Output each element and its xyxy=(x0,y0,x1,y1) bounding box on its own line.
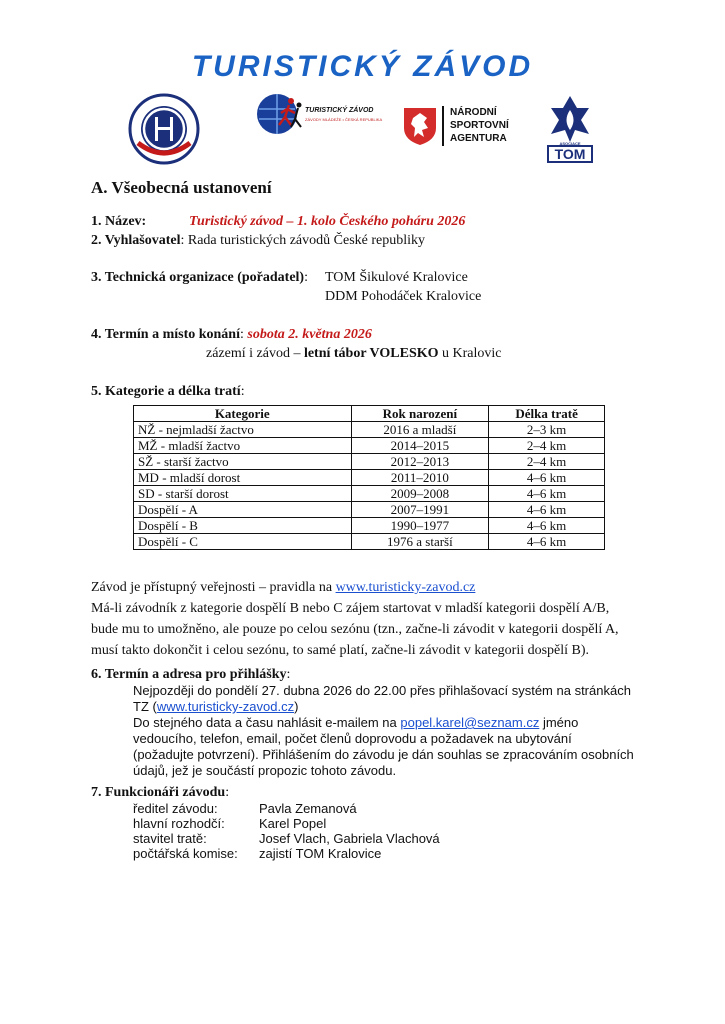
table-row xyxy=(134,454,605,470)
public-line-2: Má-li závodník z kategorie dospělí B nebo C zájem startovat v mladší kategorii dospělí A/B, xyxy=(91,601,610,616)
rules-link[interactable]: www.turisticky-zavod.cz xyxy=(335,580,476,595)
table-cell: SD - starší dorost xyxy=(134,486,352,502)
item-6-line-2-pre: TZ ( xyxy=(133,699,157,714)
item-2 xyxy=(91,233,425,249)
tz-logo xyxy=(255,91,383,137)
item-6-line-3-post: jméno xyxy=(539,715,579,730)
nsa-text xyxy=(450,106,509,145)
item-3-value-2: DDM Pohodáček Kralovice xyxy=(325,289,482,304)
item-3-value-1: TOM Šikulové Kralovice xyxy=(325,270,468,285)
table-cell: 2014–2015 xyxy=(351,438,489,454)
item-6-body xyxy=(133,683,693,779)
table-cell: 4–6 km xyxy=(489,534,605,550)
tom-small-text: ASOCIACE xyxy=(559,141,581,146)
table-cell: 2–3 km xyxy=(489,422,605,438)
nsa-line-1: NÁRODNÍ xyxy=(450,107,497,118)
official-name: Karel Popel xyxy=(259,816,327,831)
item-5 xyxy=(91,384,245,400)
item-6-label: 6. Termín a adresa pro přihlášky xyxy=(91,667,287,682)
item-1-value-text: Turistický závod – 1. kolo Českého poháru 2026 xyxy=(189,214,466,229)
table-row xyxy=(134,502,605,518)
registration-link[interactable]: www.turisticky-zavod.cz xyxy=(156,699,295,714)
category-table xyxy=(133,405,605,550)
table-row xyxy=(134,486,605,502)
item-6-line-2-post: ) xyxy=(294,699,299,714)
table-cell: NŽ - nejmladší žactvo xyxy=(134,422,352,438)
tom-logo xyxy=(545,94,595,164)
nsa-line-2: SPORTOVNÍ xyxy=(450,120,509,131)
item-5-label: 5. Kategorie a délka tratí xyxy=(91,384,241,399)
item-6 xyxy=(91,667,290,683)
tz-logo-subtext: ZÁVODY MLÁDEŽE • ČESKÁ REPUBLIKA xyxy=(305,117,383,122)
item-2-value: : Rada turistických závodů České republiky xyxy=(180,233,426,248)
item-2-label: 2. Vyhlašovatel xyxy=(91,233,181,248)
item-5-colon: : xyxy=(240,384,245,399)
public-line-3: bude mu to umožněno, ale pouze po celou sezónu (tzn., začne-li závodit v kategorii dospělí A, xyxy=(91,622,619,637)
official-role: stavitel tratě: xyxy=(133,831,207,846)
table-row xyxy=(134,470,605,486)
email-link[interactable]: popel.karel@seznam.cz xyxy=(400,715,540,730)
item-6-line-3 xyxy=(133,715,693,731)
item-6-line-6: údajů, jež je součástí propozic tohoto závodu. xyxy=(133,763,397,778)
table-cell: SŽ - starší žactvo xyxy=(134,454,352,470)
table-cell: 4–6 km xyxy=(489,486,605,502)
item-4-place xyxy=(206,346,502,362)
table-cell: 2009–2008 xyxy=(351,486,489,502)
item-7 xyxy=(91,785,229,801)
item-1-value xyxy=(189,214,465,230)
item-3 xyxy=(91,270,308,286)
table-cell: 2012–2013 xyxy=(351,454,489,470)
table-row xyxy=(134,438,605,454)
table-cell: 1976 a starší xyxy=(351,534,489,550)
table-cell: Dospělí - B xyxy=(134,518,352,534)
item-6-line-5: (požadujte potvrzení). Přihlášením do závodu je dán souhlas se zpracováním osobních xyxy=(133,747,634,762)
item-7-label: 7. Funkcionáři závodu xyxy=(91,785,226,800)
official-name: zajistí TOM Kralovice xyxy=(259,846,382,861)
official-role: hlavní rozhodčí: xyxy=(133,816,225,831)
table-cell: 2007–1991 xyxy=(351,502,489,518)
table-cell: 1990–1977 xyxy=(351,518,489,534)
item-1 xyxy=(91,214,146,230)
item-6-line-2 xyxy=(133,699,693,715)
item-4-label: 4. Termín a místo konání xyxy=(91,327,240,342)
table-header: Rok narození xyxy=(351,406,489,422)
item-3-label: 3. Technická organizace (pořadatel) xyxy=(91,270,305,285)
item-4 xyxy=(91,327,372,343)
public-line-4: musí takto dokončit i celou sezónu, to samé platí, začne-li závodit v kategorii dospělí B). xyxy=(91,643,590,658)
public-paragraph xyxy=(91,577,691,661)
table-row xyxy=(134,422,605,438)
item-4-place-bold: letní tábor VOLESKO xyxy=(303,346,439,361)
page-title: TURISTICKÝ ZÁVOD xyxy=(191,50,534,83)
table-cell: 2016 a mladší xyxy=(351,422,489,438)
item-7-colon: : xyxy=(225,785,230,800)
table-cell: MD - mladší dorost xyxy=(134,470,352,486)
item-4-place-post: u Kralovic xyxy=(438,346,502,361)
table-cell: Dospělí - A xyxy=(134,502,352,518)
nsa-divider xyxy=(442,106,444,146)
official-role: ředitel závodu: xyxy=(133,801,218,816)
table-cell: 4–6 km xyxy=(489,470,605,486)
table-cell: 4–6 km xyxy=(489,518,605,534)
official-name: Pavla Zemanová xyxy=(259,801,357,816)
item-6-colon: : xyxy=(286,667,291,682)
table-header-row xyxy=(134,406,605,422)
table-cell: 2–4 km xyxy=(489,438,605,454)
officials-names xyxy=(259,801,440,861)
item-4-colon: : xyxy=(239,327,244,342)
table-cell: 2011–2010 xyxy=(351,470,489,486)
table-row xyxy=(134,534,605,550)
official-role: počtářská komise: xyxy=(133,846,238,861)
officials-list xyxy=(133,801,238,861)
item-6-line-4: vedoucího, telefon, email, počet členů doprovodu a požadavek na ubytování xyxy=(133,731,572,746)
kct-logo xyxy=(128,93,200,165)
table-cell: MŽ - mladší žactvo xyxy=(134,438,352,454)
public-line-1-text: Závod je přístupný veřejnosti – pravidla na xyxy=(91,580,336,595)
table-cell: 2–4 km xyxy=(489,454,605,470)
item-4-place-pre: zázemí i závod – xyxy=(206,346,304,361)
official-name: Josef Vlach, Gabriela Vlachová xyxy=(259,831,440,846)
tom-text: TOM xyxy=(554,146,586,162)
section-a-heading: A. Všeobecná ustanovení xyxy=(91,178,272,197)
table-cell: Dospělí - C xyxy=(134,534,352,550)
tz-logo-text: TURISTICKÝ ZÁVOD xyxy=(305,107,374,114)
item-1-label: 1. Název: xyxy=(91,214,147,229)
public-line-1 xyxy=(91,577,691,598)
table-header: Kategorie xyxy=(134,406,352,422)
item-3-colon: : xyxy=(304,270,308,285)
table-row xyxy=(134,518,605,534)
nsa-line-3: AGENTURA xyxy=(450,133,507,144)
item-6-line-1: Nejpozději do pondělí 27. dubna 2026 do 22.00 přes přihlašovací systém na stránkách xyxy=(133,683,631,698)
item-4-date: sobota 2. května 2026 xyxy=(247,327,372,342)
item-6-line-3-pre: Do stejného data a času nahlásit e-mailem na xyxy=(133,715,401,730)
table-cell: 4–6 km xyxy=(489,502,605,518)
table-header: Délka tratě xyxy=(489,406,605,422)
